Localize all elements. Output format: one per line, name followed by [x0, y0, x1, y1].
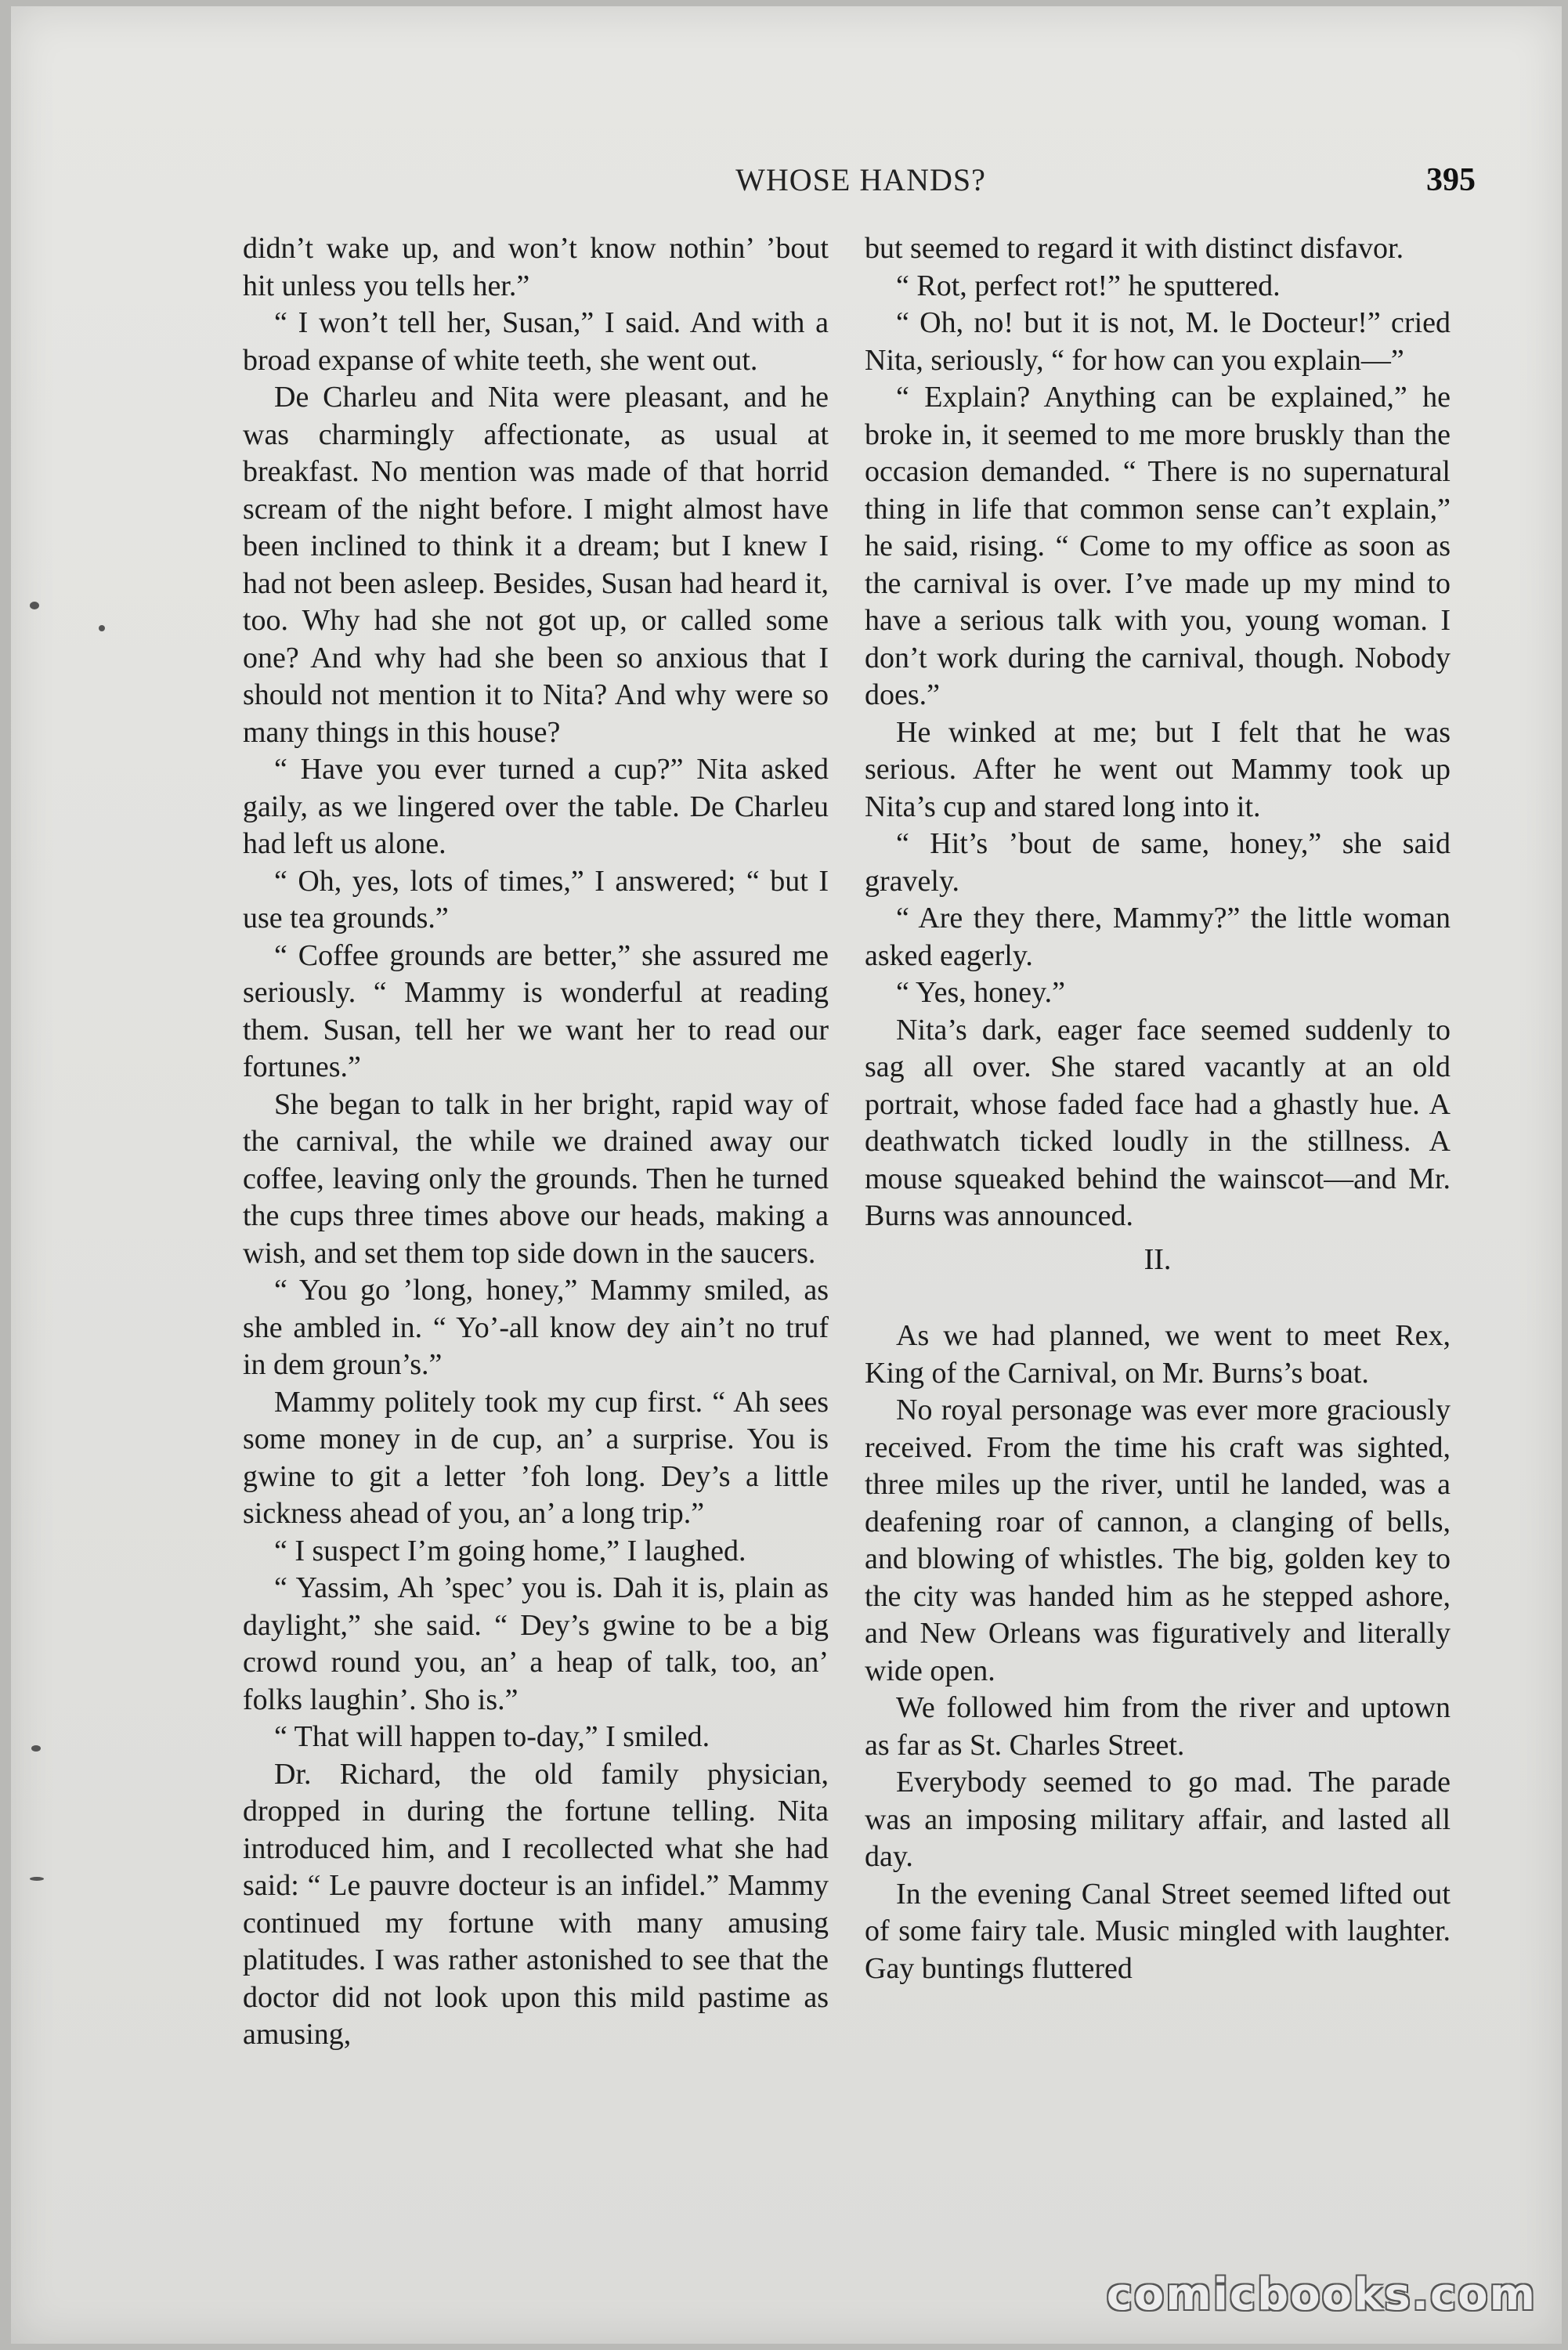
paper-speck	[99, 625, 105, 631]
paragraph: “ You go ’long, honey,” Mammy smiled, as she ambled in. “ Yo’-all know dey ain’t no truf in dem groun’s.”	[243, 1274, 829, 1381]
paragraph: He winked at me; but I felt that he was serious. After he went out Mammy took up Nita’s cup and stared long into it.	[865, 715, 1451, 823]
paragraph: “ Are they there, Mammy?” the little woman asked eagerly.	[865, 902, 1451, 972]
paragraph: “ I won’t tell her, Susan,” I said. And with a broad expanse of white teeth, she went out.	[243, 306, 829, 377]
paragraph: No royal personage was ever more graciously received. From the time his craft was sighted, three miles up the river, until he landed, was a deafening roar of cannon, a clanging of bells, and blowing of whistles. The big, golden key to the city was handed him as he stepped ashore, and New Orleans was figuratively and literally wide open.	[865, 1394, 1451, 1687]
paper-speck	[31, 1745, 41, 1752]
paragraph: “ Yes, honey.”	[896, 976, 1066, 1009]
paragraph: “ Yassim, Ah ’spec’ you is. Dah it is, plain as daylight,” she said. “ Dey’s gwine to be a big crowd round you, an’ a heap of talk, too, an’ folks laughin’. Sho is.”	[243, 1571, 829, 1716]
paragraph: “ That will happen to-day,” I smiled.	[274, 1720, 710, 1753]
left-text-column	[243, 230, 829, 2054]
paragraph: De Charleu and Nita were pleasant, and he was charmingly affectionate, as usual at breakfast. No mention was made of that horrid scream of the night before. I might almost have been inclined to think it a dream; but I knew I had not been asleep. Besides, Susan had heard it, too. Why had she not got up, or called some one? And why had she been so anxious that I should not mention it to Nita? And why were so many things in this house?	[243, 381, 829, 749]
paragraph: “ I suspect I’m going home,” I laughed.	[274, 1534, 746, 1567]
paper-speck	[30, 602, 39, 609]
paragraph: “ Oh, yes, lots of times,” I answered; “ but I use tea grounds.”	[243, 864, 829, 935]
paragraph: Everybody seemed to go mad. The parade was an imposing military affair, and lasted all day.	[865, 1766, 1451, 1873]
page-number: 395	[1426, 162, 1476, 198]
magazine-page	[11, 6, 1562, 2344]
paragraph: Dr. Richard, the old family physician, dropped in during the fortune telling. Nita introduced him, and I recollected what she had said: “ Le pauvre docteur is an infidel.” Mammy continued my fortune with many amusing platitudes. I was rather astonished to see that the doctor did not look upon this mild pastime as amusing,	[243, 1757, 829, 2051]
paragraph: “ Have you ever turned a cup?” Nita asked gaily, as we lingered over the table. De Charleu had left us alone.	[243, 753, 829, 860]
paragraph: Nita’s dark, eager face seemed suddenly to sag all over. She stared vacantly at an old portrait, whose faded face had a ghastly hue. A deathwatch ticked loudly in the stillness. A mouse squeaked behind the wainscot—and Mr. Burns was announced.	[865, 1013, 1451, 1232]
paragraph: “ Oh, no! but it is not, M. le Docteur!” cried Nita, seriously, “ for how can you explain—”	[865, 306, 1451, 377]
paragraph: Mammy politely took my cup first. “ Ah sees some money in de cup, an’ a surprise. You is gwine to git a letter ’foh long. Dey’s a little sickness ahead of you, an’ a long trip.”	[243, 1385, 829, 1530]
paragraph: In the evening Canal Street seemed lifted out of some fairy tale. Music mingled with laughter. Gay buntings fluttered	[865, 1877, 1451, 1985]
paragraph: We followed him from the river and uptown as far as St. Charles Street.	[865, 1691, 1451, 1762]
paragraph: “ Coffee grounds are better,” she assured me seriously. “ Mammy is wonderful at reading them. Susan, tell her we want her to read our fortunes.”	[243, 938, 829, 1083]
right-text-column	[865, 230, 1451, 1987]
paragraph: “ Hit’s ’bout de same, honey,” she said gravely.	[865, 827, 1451, 898]
section-heading: II.	[1143, 1242, 1172, 1276]
paragraph: but seemed to regard it with distinct disfavor.	[865, 232, 1404, 265]
paragraph: “ Rot, perfect rot!” he sputtered.	[896, 269, 1281, 302]
paragraph: As we had planned, we went to meet Rex, King of the Carnival, on Mr. Burns’s boat.	[865, 1319, 1451, 1390]
paragraph: didn’t wake up, and won’t know nothin’ ’bout hit unless you tells her.”	[243, 232, 829, 302]
paragraph: “ Explain? Anything can be explained,” he broke in, it seemed to me more bruskly than the occasion demanded. “ There is no supernatural thing in life that common sense can’t explain,” he said, rising. “ Come to my office as soon as the carnival is over. I’ve made up my mind to have a serious talk with you, young woman. I don’t work during the carnival, though. Nobody does.”	[865, 381, 1451, 711]
paragraph: She began to talk in her bright, rapid way of the carnival, the while we drained away our coffee, leaving only the grounds. Then he turned the cups three times above our heads, making a wish, and set them top side down in the saucers.	[243, 1087, 829, 1270]
running-title: WHOSE HANDS?	[735, 162, 986, 197]
paper-speck	[30, 1877, 44, 1881]
watermark-logo: comicbooks.com	[1106, 2269, 1537, 2320]
page-header	[246, 161, 1476, 205]
